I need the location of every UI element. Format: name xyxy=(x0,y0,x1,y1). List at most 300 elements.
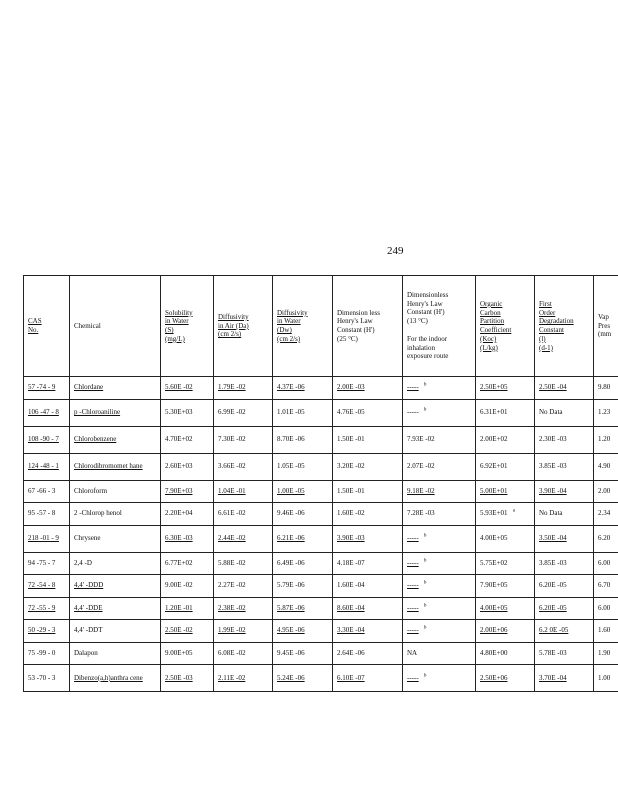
table-row xyxy=(24,480,618,503)
diffusivity-water-value: 5.24E -06 xyxy=(277,673,305,682)
solubility-value: 6.30E -03 xyxy=(165,534,193,543)
cas-cell xyxy=(24,597,70,620)
henry-25c-cell xyxy=(333,552,403,575)
diffusivity-air-cell xyxy=(214,575,273,598)
henry-25c-value: 8.60E -04 xyxy=(337,603,365,612)
diffusivity-water-value: 1.05E -05 xyxy=(277,462,305,471)
cas-cell xyxy=(24,620,70,643)
footnote-marker: b xyxy=(423,558,427,564)
header-line: For the indoor xyxy=(407,334,448,343)
henry-25c-cell xyxy=(333,453,403,480)
header-line: Partition xyxy=(480,317,505,326)
koc-cell xyxy=(476,525,535,552)
diffusivity-air-cell xyxy=(214,552,273,575)
chemical-properties-table-wrapper xyxy=(23,275,618,707)
cas-cell xyxy=(24,552,70,575)
cas-value: 67 -66 - 3 xyxy=(28,486,56,495)
header-line: Pres xyxy=(598,321,611,330)
henry-25c-value: 3.20E -02 xyxy=(337,462,365,471)
header-line: Solubility xyxy=(165,308,193,317)
vapor-pressure-cell xyxy=(594,426,618,453)
decay-constant-cell xyxy=(535,642,594,665)
diffusivity-water-cell xyxy=(273,377,333,400)
diffusivity-water-value: 6.49E -06 xyxy=(277,558,305,567)
chemical-cell xyxy=(70,503,161,526)
henry-13c-cell xyxy=(403,620,476,643)
decay-constant-value: No Data xyxy=(539,408,563,417)
henry-13c-cell xyxy=(403,597,476,620)
header-diffusivity-air xyxy=(214,276,273,377)
header-line: Coefficient xyxy=(480,326,512,334)
henry-13c-cell xyxy=(403,377,476,400)
diffusivity-air-cell xyxy=(214,480,273,503)
header-line: (d-1) xyxy=(539,343,553,352)
diffusivity-air-cell xyxy=(214,426,273,453)
henry-25c-value: 1.50E -01 xyxy=(337,486,365,495)
decay-constant-value: 6.20E -05 xyxy=(539,581,567,590)
footnote-marker: b xyxy=(423,673,427,679)
diffusivity-water-value: 1.01E -05 xyxy=(277,408,305,417)
henry-13c-cell xyxy=(403,525,476,552)
chemical-value: 4,4' -DDD xyxy=(74,581,104,590)
koc-cell xyxy=(476,597,535,620)
vapor-pressure-cell xyxy=(594,399,618,426)
decay-constant-cell xyxy=(535,426,594,453)
header-line: Vap xyxy=(598,312,609,321)
vapor-pressure-value: 1.60 xyxy=(598,626,611,635)
header-solubility xyxy=(161,276,214,377)
decay-constant-value: 3.90E -04 xyxy=(539,486,567,495)
decay-constant-cell xyxy=(535,525,594,552)
chemical-cell xyxy=(70,453,161,480)
footnote-marker: b xyxy=(423,407,427,413)
cas-value: 50 -29 - 3 xyxy=(28,626,56,635)
henry-25c-value: 4.18E -07 xyxy=(337,558,365,567)
solubility-cell xyxy=(161,377,214,400)
cas-cell xyxy=(24,642,70,665)
henry-13c-cell xyxy=(403,503,476,526)
cas-value: 53 -70 - 3 xyxy=(28,673,56,682)
solubility-cell xyxy=(161,665,214,692)
diffusivity-water-cell xyxy=(273,597,333,620)
solubility-value: 2.60E+03 xyxy=(165,462,193,471)
diffusivity-water-cell xyxy=(273,426,333,453)
henry-25c-value: 3.90E -03 xyxy=(337,534,365,543)
header-line: inhalation xyxy=(407,343,435,352)
header-line: (l) xyxy=(539,334,546,343)
chemical-value: Chlordane xyxy=(74,383,104,392)
henry-13c-value: ----- xyxy=(407,673,419,682)
decay-constant-value: 3.50E -04 xyxy=(539,534,567,543)
henry-25c-cell xyxy=(333,597,403,620)
chemical-value: Chloroform xyxy=(74,486,108,495)
henry-13c-value: ----- xyxy=(407,603,419,612)
koc-value: 6.92E+01 xyxy=(480,462,508,471)
henry-13c-value: 7.28E -03 xyxy=(407,509,435,518)
decay-constant-value: 3.85E -03 xyxy=(539,558,567,567)
chemical-cell xyxy=(70,552,161,575)
vapor-pressure-value: 1.20 xyxy=(598,435,611,444)
vapor-pressure-cell xyxy=(594,575,618,598)
solubility-cell xyxy=(161,426,214,453)
header-line: CAS xyxy=(28,317,42,326)
header-henry-13c xyxy=(403,276,476,377)
decay-constant-cell xyxy=(535,480,594,503)
chemical-value: 2,4 -D xyxy=(74,558,92,567)
vapor-pressure-value: 6.00 xyxy=(598,603,611,612)
henry-25c-cell xyxy=(333,480,403,503)
chemical-cell xyxy=(70,597,161,620)
koc-value: 7.90E+05 xyxy=(480,581,508,590)
koc-cell xyxy=(476,377,535,400)
header-line: (mg/L) xyxy=(165,334,185,343)
diffusivity-air-cell xyxy=(214,642,273,665)
diffusivity-water-cell xyxy=(273,525,333,552)
solubility-cell xyxy=(161,480,214,503)
henry-13c-cell xyxy=(403,480,476,503)
koc-value: 5.93E+01 xyxy=(480,509,508,518)
diffusivity-water-value: 4.37E -06 xyxy=(277,383,305,392)
koc-cell xyxy=(476,480,535,503)
vapor-pressure-cell xyxy=(594,453,618,480)
footnote-marker: b xyxy=(423,581,427,587)
header-line: (cm 2/s) xyxy=(218,330,242,339)
koc-cell xyxy=(476,665,535,692)
diffusivity-air-value: 2.38E -02 xyxy=(218,603,246,612)
solubility-value: 5.30E+03 xyxy=(165,408,193,417)
diffusivity-air-value: 6.61E -02 xyxy=(218,509,246,518)
diffusivity-water-cell xyxy=(273,552,333,575)
diffusivity-water-cell xyxy=(273,642,333,665)
header-line: No. xyxy=(28,326,39,334)
vapor-pressure-cell xyxy=(594,503,618,526)
header-line: (mm xyxy=(598,330,612,339)
chemical-cell xyxy=(70,426,161,453)
diffusivity-water-cell xyxy=(273,453,333,480)
koc-cell xyxy=(476,575,535,598)
chemical-value: Chrysene xyxy=(74,534,101,543)
vapor-pressure-cell xyxy=(594,480,618,503)
decay-constant-cell xyxy=(535,453,594,480)
header-line: (S) xyxy=(165,326,174,334)
table-row xyxy=(24,665,618,692)
footnote-marker: b xyxy=(423,603,427,609)
decay-constant-value: 2.30E -03 xyxy=(539,435,567,444)
chemical-value: 4,4' -DDT xyxy=(74,626,103,635)
koc-value: 5.00E+01 xyxy=(480,486,508,495)
vapor-pressure-value: 2.00 xyxy=(598,486,611,495)
vapor-pressure-value: 2.34 xyxy=(598,509,611,518)
header-vapor-pressure xyxy=(594,276,618,377)
header-decay-constant xyxy=(535,276,594,377)
diffusivity-water-cell xyxy=(273,665,333,692)
cas-value: 106 -47 - 8 xyxy=(28,408,59,417)
solubility-value: 7.90E+03 xyxy=(165,486,193,495)
cas-value: 124 -48 - 1 xyxy=(28,462,59,471)
header-line: (Koc) xyxy=(480,334,497,343)
henry-13c-value: ----- xyxy=(407,534,419,543)
diffusivity-air-cell xyxy=(214,399,273,426)
henry-25c-value: 1.50E -01 xyxy=(337,435,365,444)
cas-value: 95 -57 - 8 xyxy=(28,509,56,518)
table-row xyxy=(24,377,618,400)
chemical-value: p -Chloroaniline xyxy=(74,408,121,417)
cas-cell xyxy=(24,503,70,526)
diffusivity-air-value: 2.44E -02 xyxy=(218,534,246,543)
solubility-value: 1.20E -01 xyxy=(165,603,193,612)
footnote-marker: a xyxy=(512,509,515,515)
decay-constant-cell xyxy=(535,575,594,598)
cas-cell xyxy=(24,480,70,503)
decay-constant-cell xyxy=(535,665,594,692)
table-row xyxy=(24,426,618,453)
diffusivity-water-cell xyxy=(273,575,333,598)
table-body xyxy=(24,377,618,692)
header-line: (L/kg) xyxy=(480,343,498,352)
table-row xyxy=(24,399,618,426)
solubility-cell xyxy=(161,552,214,575)
header-chemical xyxy=(70,276,161,377)
table-row xyxy=(24,503,618,526)
decay-constant-cell xyxy=(535,503,594,526)
header-line: (Dw) xyxy=(277,326,292,334)
koc-value: 4.00E+05 xyxy=(480,534,508,543)
henry-13c-value: ----- xyxy=(407,383,419,392)
header-line: Diffusivity xyxy=(277,308,308,317)
diffusivity-air-cell xyxy=(214,453,273,480)
vapor-pressure-value: 1.90 xyxy=(598,648,611,657)
henry-25c-value: 1.60E -02 xyxy=(337,509,365,518)
chemical-value: Chlorodibromomet hane xyxy=(74,462,143,471)
header-line: Organic xyxy=(480,299,503,308)
henry-25c-cell xyxy=(333,503,403,526)
diffusivity-air-cell xyxy=(214,620,273,643)
chemical-properties-table xyxy=(23,275,618,692)
diffusivity-air-value: 5.88E -02 xyxy=(218,558,246,567)
henry-25c-cell xyxy=(333,399,403,426)
vapor-pressure-cell xyxy=(594,552,618,575)
henry-25c-cell xyxy=(333,620,403,643)
solubility-cell xyxy=(161,399,214,426)
decay-constant-cell xyxy=(535,620,594,643)
cas-cell xyxy=(24,426,70,453)
koc-value: 4.80E+00 xyxy=(480,648,508,657)
koc-value: 4.00E+05 xyxy=(480,603,508,612)
solubility-cell xyxy=(161,642,214,665)
diffusivity-air-cell xyxy=(214,597,273,620)
diffusivity-water-value: 4.95E -06 xyxy=(277,626,305,635)
vapor-pressure-value: 6.70 xyxy=(598,581,611,590)
decay-constant-cell xyxy=(535,399,594,426)
page-number: 249 xyxy=(387,245,404,257)
koc-value: 2.50E+06 xyxy=(480,673,508,682)
header-line: in Water xyxy=(277,317,301,326)
chemical-value: 4,4' -DDE xyxy=(74,603,103,612)
diffusivity-water-cell xyxy=(273,620,333,643)
solubility-cell xyxy=(161,525,214,552)
table-row xyxy=(24,620,618,643)
footnote-marker: b xyxy=(423,533,427,539)
decay-constant-value: 5.78E -03 xyxy=(539,648,567,657)
header-cas xyxy=(24,276,70,377)
vapor-pressure-cell xyxy=(594,377,618,400)
koc-cell xyxy=(476,426,535,453)
decay-constant-cell xyxy=(535,597,594,620)
header-line: Constant (H') xyxy=(407,308,445,317)
header-line: Dimensionless xyxy=(407,290,449,299)
diffusivity-air-value: 6.99E -02 xyxy=(218,408,246,417)
decay-constant-value: 6.2 0E -05 xyxy=(539,626,569,635)
header-koc xyxy=(476,276,535,377)
chemical-cell xyxy=(70,399,161,426)
henry-25c-cell xyxy=(333,525,403,552)
henry-25c-cell xyxy=(333,665,403,692)
table-row xyxy=(24,575,618,598)
henry-13c-value: ----- xyxy=(407,408,419,417)
header-line: Degradation xyxy=(539,317,574,326)
chemical-cell xyxy=(70,665,161,692)
diffusivity-water-cell xyxy=(273,503,333,526)
table-row xyxy=(24,525,618,552)
henry-25c-cell xyxy=(333,642,403,665)
header-line: in Air (Da) xyxy=(218,321,249,330)
footnote-marker: b xyxy=(423,383,427,389)
solubility-value: 2.50E -03 xyxy=(165,673,193,682)
koc-cell xyxy=(476,503,535,526)
decay-constant-value: 3.70E -04 xyxy=(539,673,567,682)
vapor-pressure-cell xyxy=(594,525,618,552)
chemical-cell xyxy=(70,480,161,503)
header-line: Constant (H') xyxy=(337,326,375,334)
cas-value: 72 -54 - 8 xyxy=(28,581,56,590)
henry-13c-value: ----- xyxy=(407,581,419,590)
cas-value: 94 -75 - 7 xyxy=(28,558,56,567)
diffusivity-water-cell xyxy=(273,399,333,426)
diffusivity-air-value: 3.66E -02 xyxy=(218,462,246,471)
header-line: Henry's Law xyxy=(337,317,373,326)
diffusivity-water-value: 6.21E -06 xyxy=(277,534,305,543)
chemical-cell xyxy=(70,377,161,400)
header-henry-25c xyxy=(333,276,403,377)
header-line: Chemical xyxy=(74,321,101,330)
diffusivity-air-value: 1.79E -02 xyxy=(218,383,246,392)
henry-13c-value: 9.18E -02 xyxy=(407,486,435,495)
koc-value: 2.00E+02 xyxy=(480,435,508,444)
diffusivity-water-value: 1.00E -05 xyxy=(277,486,305,495)
header-line: Carbon xyxy=(480,308,501,317)
henry-25c-cell xyxy=(333,377,403,400)
solubility-cell xyxy=(161,597,214,620)
diffusivity-air-value: 2.27E -02 xyxy=(218,581,246,590)
decay-constant-value: 3.85E -03 xyxy=(539,462,567,471)
koc-cell xyxy=(476,642,535,665)
diffusivity-air-cell xyxy=(214,525,273,552)
henry-13c-cell xyxy=(403,575,476,598)
cas-value: 57 -74 - 9 xyxy=(28,383,56,392)
cas-cell xyxy=(24,575,70,598)
solubility-value: 4.70E+02 xyxy=(165,435,193,444)
koc-value: 5.75E+02 xyxy=(480,558,508,567)
henry-25c-cell xyxy=(333,426,403,453)
footnote-marker: b xyxy=(423,626,427,632)
koc-cell xyxy=(476,620,535,643)
decay-constant-value: 2.50E -04 xyxy=(539,383,567,392)
solubility-value: 6.77E+02 xyxy=(165,558,193,567)
vapor-pressure-value: 6.00 xyxy=(598,558,611,567)
henry-13c-value: 7.93E -02 xyxy=(407,435,435,444)
vapor-pressure-value: 9.80 xyxy=(598,383,611,392)
solubility-cell xyxy=(161,620,214,643)
chemical-cell xyxy=(70,642,161,665)
diffusivity-water-value: 5.87E -06 xyxy=(277,603,305,612)
cas-value: 75 -99 - 0 xyxy=(28,648,56,657)
koc-cell xyxy=(476,399,535,426)
solubility-value: 9.00E -02 xyxy=(165,581,193,590)
table-header-row xyxy=(24,276,618,377)
henry-25c-value: 2.64E -06 xyxy=(337,648,365,657)
cas-cell xyxy=(24,525,70,552)
diffusivity-water-value: 5.79E -06 xyxy=(277,581,305,590)
header-diffusivity-water xyxy=(273,276,333,377)
diffusivity-air-value: 1.99E -02 xyxy=(218,626,246,635)
header-line: exposure route xyxy=(407,352,449,361)
vapor-pressure-cell xyxy=(594,597,618,620)
header-line: (cm 2/s) xyxy=(277,334,301,343)
koc-cell xyxy=(476,552,535,575)
cas-cell xyxy=(24,377,70,400)
vapor-pressure-cell xyxy=(594,620,618,643)
header-line: Dimension less xyxy=(337,308,380,317)
henry-13c-cell xyxy=(403,453,476,480)
vapor-pressure-value: 1.00 xyxy=(598,673,611,682)
solubility-cell xyxy=(161,575,214,598)
chemical-value: Dalapon xyxy=(74,648,98,657)
chemical-value: Chlorobenzene xyxy=(74,435,117,444)
koc-value: 2.50E+05 xyxy=(480,383,508,392)
henry-13c-value: ----- xyxy=(407,558,419,567)
solubility-value: 5.60E -02 xyxy=(165,383,193,392)
solubility-value: 9.00E+05 xyxy=(165,648,193,657)
decay-constant-cell xyxy=(535,552,594,575)
chemical-cell xyxy=(70,575,161,598)
table-row xyxy=(24,453,618,480)
koc-value: 6.31E+01 xyxy=(480,408,508,417)
header-line: Henry's Law xyxy=(407,299,443,308)
chemical-cell xyxy=(70,620,161,643)
header-line: Diffusivity xyxy=(218,312,249,321)
chemical-cell xyxy=(70,525,161,552)
header-line: Order xyxy=(539,308,556,317)
henry-25c-value: 2.00E -03 xyxy=(337,383,365,392)
henry-25c-cell xyxy=(333,575,403,598)
decay-constant-value: No Data xyxy=(539,509,563,518)
henry-13c-cell xyxy=(403,552,476,575)
henry-13c-cell xyxy=(403,642,476,665)
henry-13c-cell xyxy=(403,665,476,692)
koc-cell xyxy=(476,453,535,480)
header-line: First xyxy=(539,299,552,308)
henry-25c-value: 1.60E -04 xyxy=(337,581,365,590)
solubility-value: 2.20E+04 xyxy=(165,509,193,518)
henry-25c-value: 4.76E -05 xyxy=(337,408,365,417)
cas-value: 72 -55 - 9 xyxy=(28,603,56,612)
henry-13c-cell xyxy=(403,426,476,453)
chemical-value: Dibenzo(a,h)anthra cene xyxy=(74,673,143,682)
cas-value: 108 -90 - 7 xyxy=(28,435,59,444)
henry-13c-value: NA xyxy=(407,648,418,657)
diffusivity-air-value: 7.30E -02 xyxy=(218,435,246,444)
henry-25c-value: 6.10E -07 xyxy=(337,673,365,682)
